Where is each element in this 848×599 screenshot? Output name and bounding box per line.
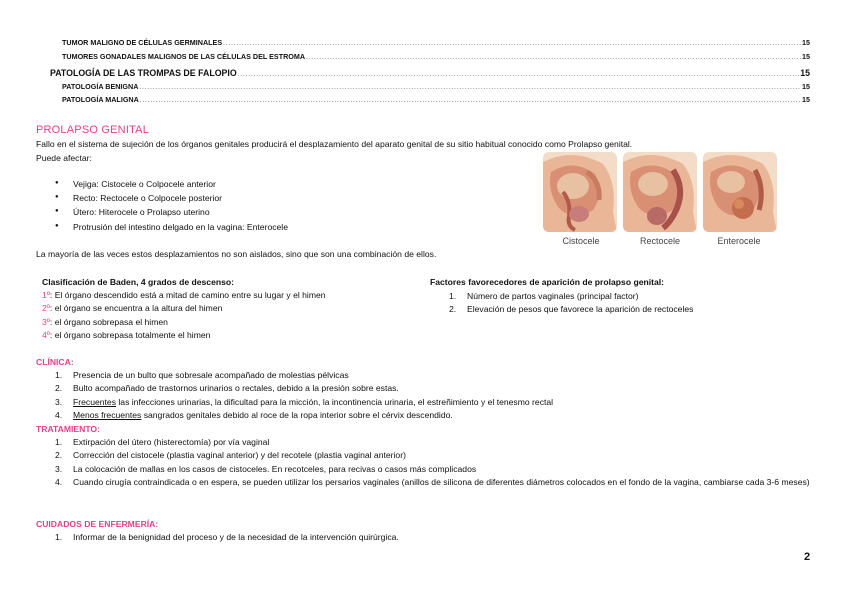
cistocele-illustration (543, 152, 617, 232)
item-number: 3. (55, 463, 63, 474)
item-number: 1. (55, 370, 63, 380)
item-text: Corrección del cistocele (plastia vaginal anterior) y del recotele (plastia vaginal anterior) (73, 450, 406, 461)
list-item: ● Protrusión del intestino delgado en la vagina: Enterocele (36, 222, 288, 236)
list-item (42, 330, 326, 343)
baden-list (42, 290, 326, 344)
grade-text: : el órgano sobrepasa totalmente el himen (49, 330, 211, 341)
item-rest: Presencia de un bulto que sobresale acompañado de molestias pélvicas (73, 370, 349, 380)
tratamiento-title: TRATAMIENTO: (36, 424, 100, 434)
item-text: Extirpación del útero (histerectomía) por vía vaginal (73, 437, 270, 447)
prolapse-figure (543, 152, 783, 248)
toc-entry-tumor-germinales[interactable] (62, 38, 810, 47)
grade-number: 3º (42, 316, 50, 327)
item-number: 2. (449, 304, 457, 315)
caption-rectocele: Rectocele (639, 236, 681, 246)
baden-title: Clasificación de Baden, 4 grados de descenso: (42, 277, 234, 287)
list-item: ● Vejiga: Cistocele o Colpocele anterior (36, 179, 288, 193)
list-item (42, 317, 326, 330)
toc-page: 15 (802, 52, 810, 61)
toc-label: PATOLOGÍA BENIGNA (62, 82, 139, 91)
toc-page: 15 (802, 82, 810, 91)
list-item (42, 290, 326, 303)
toc-label: PATOLOGÍA DE LAS TROMPAS DE FALOPIO (50, 68, 237, 78)
item-text: Número de partos vaginales (principal factor) (467, 291, 639, 301)
list-item (55, 369, 815, 382)
item-text (73, 409, 815, 422)
grade-number: 1º (42, 290, 50, 300)
item-number: 1. (449, 291, 457, 301)
prolapso-bullet-list (36, 179, 288, 236)
item-number: 1. (55, 437, 63, 447)
item-lead: Frecuentes (73, 396, 116, 407)
toc-leader (238, 68, 800, 78)
list-item (55, 436, 815, 449)
item-number: 4. (55, 410, 63, 421)
toc-entry-tumores-estroma[interactable] (62, 52, 810, 61)
toc-entry-benigna[interactable] (62, 82, 810, 91)
clinica-list (55, 369, 815, 423)
tratamiento-list (55, 436, 815, 490)
item-number: 4. (55, 477, 63, 488)
item-number: 2. (55, 450, 63, 461)
toc-leader (140, 95, 801, 104)
item-lead: Menos frecuentes (73, 410, 142, 421)
list-item (449, 303, 829, 316)
item-number: 3. (55, 396, 63, 407)
item-text (73, 396, 815, 409)
toc-page: 15 (802, 38, 810, 47)
grade-text: : El órgano descendido está a mitad de camino entre su lugar y el himen (49, 290, 326, 300)
item-rest: Bulto acompañado de trastornos urinarios o rectales, debido a la presión sobre estas. (73, 383, 399, 394)
toc-label: TUMOR MALIGNO DE CÉLULAS GERMINALES (62, 38, 223, 47)
list-item (55, 382, 815, 395)
toc-leader (306, 52, 801, 61)
toc-entry-trompas[interactable] (50, 68, 810, 78)
prolapso-mayoria: La mayoría de las veces estos desplazamientos no son aislados, sino que son una combinación de ellos. (36, 249, 437, 259)
page-number: 2 (804, 551, 811, 563)
list-item: ● Útero: Hiterocele o Prolapso uterino (36, 207, 288, 221)
grade-text: : el órgano sobrepasa el himen (49, 316, 168, 327)
enterocele-illustration (703, 152, 777, 232)
grade-text: : el órgano se encuentra a la altura del himen (49, 303, 223, 314)
list-item (55, 476, 815, 489)
factores-title: Factores favorecedores de aparición de prolapso genital: (430, 277, 665, 287)
item-number: 1. (55, 532, 63, 542)
list-item (55, 463, 815, 476)
caption-enterocele: Enterocele (717, 236, 761, 246)
list-item (55, 396, 815, 409)
item-rest: las infecciones urinarias, la dificultad para la micción, la incontinencia urinaria, el estreñimiento y el tenesmo rectal (116, 396, 554, 407)
grade-number: 4º (42, 330, 50, 341)
cuidados-list (55, 531, 815, 544)
prolapso-intro: Fallo en el sistema de sujeción de los órganos genitales producirá el desplazamiento del aparato genital de su sitio habitual conocido como Prolapso genital. (36, 139, 633, 149)
grade-number: 2º (42, 303, 50, 314)
list-item (55, 531, 815, 544)
caption-cistocele: Cistocele (562, 236, 600, 246)
section-title-prolapso: PROLAPSO GENITAL (36, 124, 150, 136)
item-rest: sangrados genitales debido al roce de la ropa interior sobre el cérvix descendido. (141, 410, 453, 421)
list-item (449, 290, 829, 303)
cuidados-title: CUIDADOS DE ENFERMERÍA: (36, 519, 159, 529)
toc-entry-maligna[interactable] (62, 95, 810, 104)
item-text: Elevación de pesos que favorece la aparición de rectoceles (467, 304, 694, 315)
toc-leader (223, 38, 801, 47)
list-item (55, 409, 815, 422)
item-text (73, 382, 815, 395)
item-text: Cuando cirugía contraindicada o en espera, se pueden utilizar los persarios vaginales (anillos de silicona de diferentes diámetros colocados en el fondo de la vagina, cambiarse cada 3-6 meses) (73, 477, 810, 488)
toc-label: PATOLOGÍA MALIGNA (62, 95, 139, 104)
toc-page: 15 (802, 95, 810, 104)
factores-list (449, 290, 829, 317)
item-text: La colocación de mallas en los casos de cistoceles. En recotceles, para recivas o casos más complicados (73, 463, 477, 474)
toc-label: TUMORES GONADALES MALIGNOS DE LAS CÉLULAS DEL ESTROMA (62, 52, 306, 61)
list-item (55, 449, 815, 462)
list-item (42, 303, 326, 316)
toc-leader (139, 82, 801, 91)
clinica-title: CLÍNICA: (36, 357, 74, 367)
item-number: 2. (55, 383, 63, 394)
toc-page: 15 (800, 68, 810, 78)
item-text (73, 369, 815, 382)
prolapso-puede: Puede afectar: (36, 153, 92, 163)
item-text: Informar de la benignidad del proceso y de la necesidad de la intervención quirúrgica. (73, 532, 399, 542)
rectocele-illustration (623, 152, 697, 232)
list-item: ● Recto: Rectocele o Colpocele posterior (36, 193, 288, 207)
